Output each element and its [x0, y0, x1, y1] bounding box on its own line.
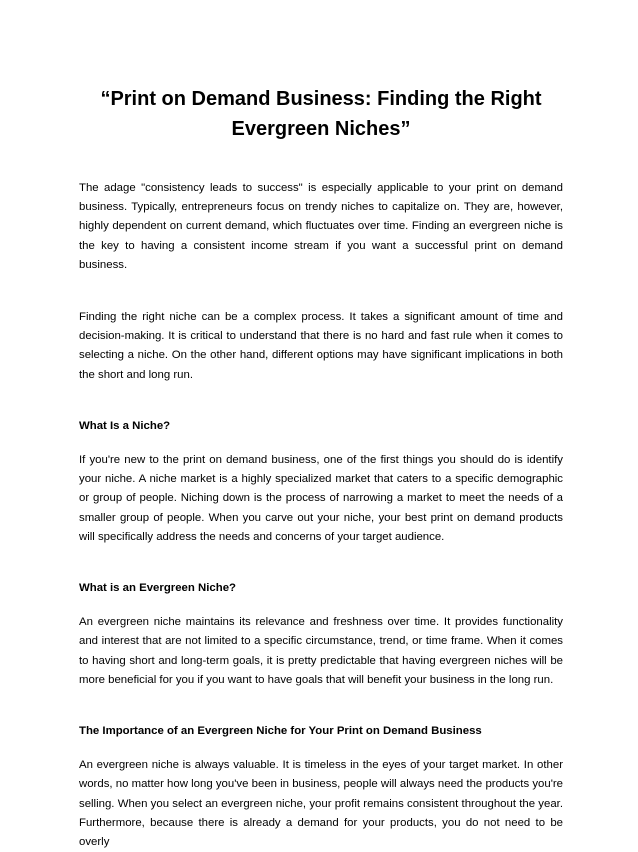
section-heading-evergreen-niche: What is an Evergreen Niche? [79, 582, 236, 595]
section-body-importance: An evergreen niche is always valuable. It is timeless in the eyes of your target market. In other words, no matter how long you've been in business, people will always need the products you're selling. When you select an evergreen niche, your profit remains consistent throughout the year. Furthermore, because there is already a demand for your products, you do not need to be overly [79, 759, 563, 849]
intro-paragraph-1: The adage "consistency leads to success" is especially applicable to your print on demand business. Typically, entrepreneurs focus on trendy niches to capitalize on. They are, however, highly dependent on current demand, which fluctuates over time. Finding an evergreen niche is the key to having a consistent income stream if you want a successful print on demand business. [79, 182, 563, 271]
section-body-what-is-niche: If you're new to the print on demand business, one of the first things you should do is identify your niche. A niche market is a highly specialized market that caters to a specific demographic or group of people. Niching down is the process of narrowing a market to meet the needs of a smaller group of people. When you carve out your niche, your best print on demand products will specifically address the needs and concerns of your target audience. [79, 454, 563, 543]
section-body-evergreen-niche: An evergreen niche maintains its relevance and freshness over time. It provides functionality and interest that are not limited to a specific circumstance, trend, or time frame. When it comes to having short and long-term goals, it is pretty predictable that having evergreen niches will be more beneficial for you if you want to have goals that will benefit your business in the long run. [79, 616, 563, 686]
document-page [79, 84, 563, 852]
section-heading-what-is-niche: What Is a Niche? [79, 419, 171, 432]
document-title: “Print on Demand Business: Finding the Right Evergreen Niches” [100, 88, 542, 140]
section-heading-importance: The Importance of an Evergreen Niche for Your Print on Demand Business [79, 725, 482, 738]
intro-paragraph-2: Finding the right niche can be a complex process. It takes a significant amount of time and decision-making. It is critical to understand that there is no hard and fast rule when it comes to selecting a niche. On the other hand, different options may have significant implications in both the short and long run. [79, 311, 563, 381]
